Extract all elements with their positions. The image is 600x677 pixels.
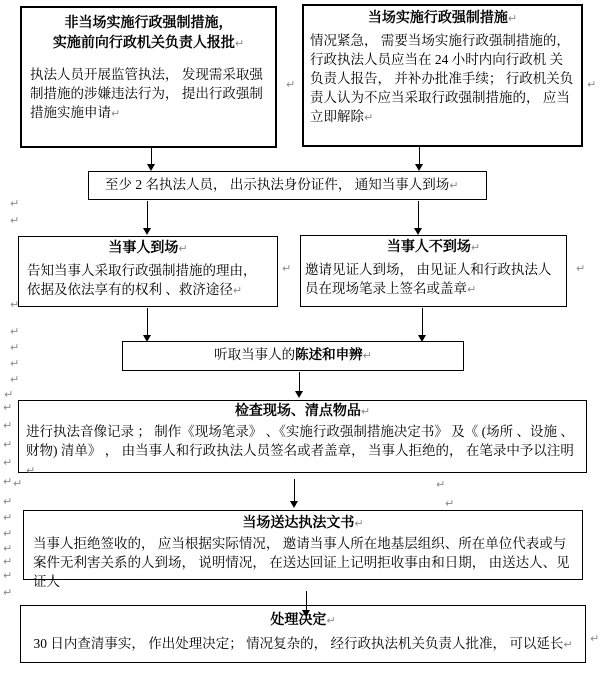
paragraph-mark: ↵	[3, 438, 13, 451]
flow-arrow-listen-to-inspect	[295, 372, 305, 398]
return-mark: ↵	[360, 405, 371, 418]
flow-arrow-absent-to-listen	[418, 308, 428, 342]
paragraph-mark: ↵	[10, 325, 20, 338]
box-listen-text	[123, 342, 463, 369]
arrow-line	[306, 591, 307, 612]
paragraph-mark: ↵	[587, 78, 597, 91]
flow-arrow-onsite-to-notify	[415, 147, 425, 171]
box-party-absent-title	[301, 238, 566, 258]
box-decision-body	[21, 634, 585, 654]
title-line: 实施前向行政机关负责人报批	[52, 36, 235, 51]
return-mark: ↵	[449, 179, 459, 192]
arrow-line	[422, 308, 423, 337]
box-on-site-body	[304, 31, 581, 127]
paragraph-mark: ↵	[436, 478, 446, 491]
box-notify-text	[89, 172, 486, 198]
paragraph-mark: ↵	[13, 477, 23, 490]
box-deliver-body	[24, 534, 582, 591]
return-mark: ↵	[507, 12, 518, 25]
paragraph-mark: ↵	[3, 401, 13, 414]
body-text: 告知当事人采取行政强制措施的理由， 依据及依法享有的权利 、救济途径	[27, 263, 257, 297]
arrow-head	[295, 391, 303, 398]
box-pre-approval-body	[22, 65, 275, 123]
flow-arrow-notify-to-present	[143, 201, 153, 235]
body-text: 情况紧急， 需要当场实施行政强制措施的， 行政执法人员应当在 24 小时内向行政机 关负责人报告， 并补办批准手续； 行政机关负责人认为不应当采取行政强制措施的， 应当立即解除	[310, 33, 574, 124]
arrow-head	[415, 164, 423, 171]
paragraph-mark: ↵	[3, 555, 13, 568]
body-text-bold: 陈述和申辨	[295, 347, 363, 362]
paragraph-mark: ↵	[282, 262, 292, 275]
box-on-site-title	[304, 9, 581, 29]
return-mark: ↵	[470, 241, 481, 254]
arrow-head	[143, 335, 151, 342]
box-listen	[122, 341, 464, 371]
paragraph-mark: ↵	[10, 214, 20, 227]
box-party-present-body	[19, 261, 277, 300]
return-mark: ↵	[26, 464, 36, 477]
return-mark: ↵	[234, 37, 245, 50]
paragraph-mark: ↵	[4, 388, 14, 401]
flow-arrow-preapproval-to-notify	[147, 148, 157, 171]
paragraph-mark: ↵	[3, 511, 13, 524]
return-mark: ↵	[232, 284, 243, 297]
box-inspect-title	[19, 402, 586, 421]
body-text: 执法人员开展监管执法， 发现需采取强制措施的涉嫌违法行为， 提出行政强制措施实施申请	[30, 67, 263, 120]
paragraph-mark: ↵	[3, 495, 13, 508]
paragraph-mark: ↵	[3, 419, 13, 432]
paragraph-mark: ↵	[3, 527, 13, 540]
box-party-present	[18, 236, 278, 307]
arrow-head	[290, 501, 298, 508]
return-mark: ↵	[364, 111, 374, 124]
body-text: 当事人拒绝签收的， 应当根据实际情况， 邀请当事人所在地基层组织、所在单位代表或与案件无利害关系的人到场， 说明情况， 在送达回证上记明拒收事由和日期， 由送达人、见证人	[33, 536, 570, 589]
paragraph-mark: ↵	[3, 586, 13, 599]
box-party-absent-body	[301, 260, 566, 299]
box-party-absent	[300, 235, 567, 307]
return-mark: ↵	[178, 242, 188, 255]
body-text: 30 日内查清事实， 作出处理决定； 情况复杂的， 经行政执法机关负责人批准， 可以延长	[33, 636, 564, 651]
title-text: 处理决定	[270, 613, 327, 628]
flow-arrow-deliver-to-decision	[302, 591, 312, 617]
return-mark: ↵	[354, 517, 364, 530]
paragraph-mark: ↵	[576, 262, 586, 275]
paragraph-mark: ↵	[10, 357, 20, 370]
paragraph-mark: ↵	[10, 197, 20, 210]
paragraph-mark: ↵	[3, 542, 13, 555]
return-mark: ↵	[467, 283, 477, 296]
flow-arrow-notify-to-absent	[414, 201, 424, 235]
arrow-head	[143, 228, 151, 235]
paragraph-mark: ↵	[286, 78, 296, 91]
arrow-head	[147, 164, 155, 171]
arrow-head	[418, 335, 426, 342]
box-deliver	[23, 510, 583, 589]
return-mark: ↵	[111, 107, 121, 120]
box-deliver-title	[24, 514, 582, 533]
title-text: 当场实施行政强制措施	[367, 11, 508, 26]
paragraph-mark: ↵	[445, 497, 455, 510]
box-pre-approval-title	[22, 14, 275, 54]
box-on-site	[302, 4, 583, 147]
return-mark: ↵	[563, 638, 573, 651]
arrow-head	[414, 228, 422, 235]
arrow-line	[147, 201, 148, 230]
title-text: 当事人不到场	[386, 240, 471, 255]
box-inspect-body	[19, 422, 586, 480]
paragraph-mark: ↵	[3, 475, 13, 488]
title-text: 当事人到场	[108, 241, 179, 256]
body-text: 至少 2 名执法人员， 出示执法身份证件， 通知当事人到场	[105, 177, 450, 192]
return-mark: ↵	[362, 349, 372, 362]
paragraph-mark: ↵	[3, 569, 13, 582]
paragraph-mark: ↵	[3, 456, 13, 469]
body-text: 听取当事人的	[214, 347, 296, 362]
body-text: 进行执法音像记录 ； 制作《现场笔录》 、《实施行政强制措施决定书》 及《 (场所 、设施 、财物) 清单》 ， 由当事人和行政执法人员签名或者盖章， 当事人拒绝的， 在笔录中予以注明	[26, 424, 574, 458]
paragraph-mark: ↵	[10, 341, 20, 354]
flow-arrow-inspect-to-deliver	[290, 479, 300, 508]
flow-arrow-present-to-listen	[143, 308, 153, 342]
title-line: 非当场实施行政强制措施，	[64, 16, 233, 31]
arrow-head	[302, 610, 310, 617]
return-mark: ↵	[326, 614, 336, 627]
box-pre-approval	[20, 6, 277, 148]
box-notify	[88, 171, 487, 200]
arrow-line	[147, 308, 148, 337]
paragraph-mark: ↵	[10, 298, 20, 311]
box-party-present-title	[19, 239, 277, 259]
paragraph-mark: ↵	[10, 373, 20, 386]
body-text: 邀请见证人到场， 由见证人和行政执法人员在现场笔录上签名或盖章	[305, 262, 552, 296]
paragraph-mark: ↵	[590, 632, 600, 645]
arrow-line	[418, 201, 419, 230]
title-text: 检查现场、清点物品	[234, 404, 361, 419]
title-text: 当场送达执法文书	[242, 516, 355, 531]
arrow-line	[299, 372, 300, 393]
box-inspect	[18, 400, 587, 477]
arrow-line	[294, 479, 295, 503]
